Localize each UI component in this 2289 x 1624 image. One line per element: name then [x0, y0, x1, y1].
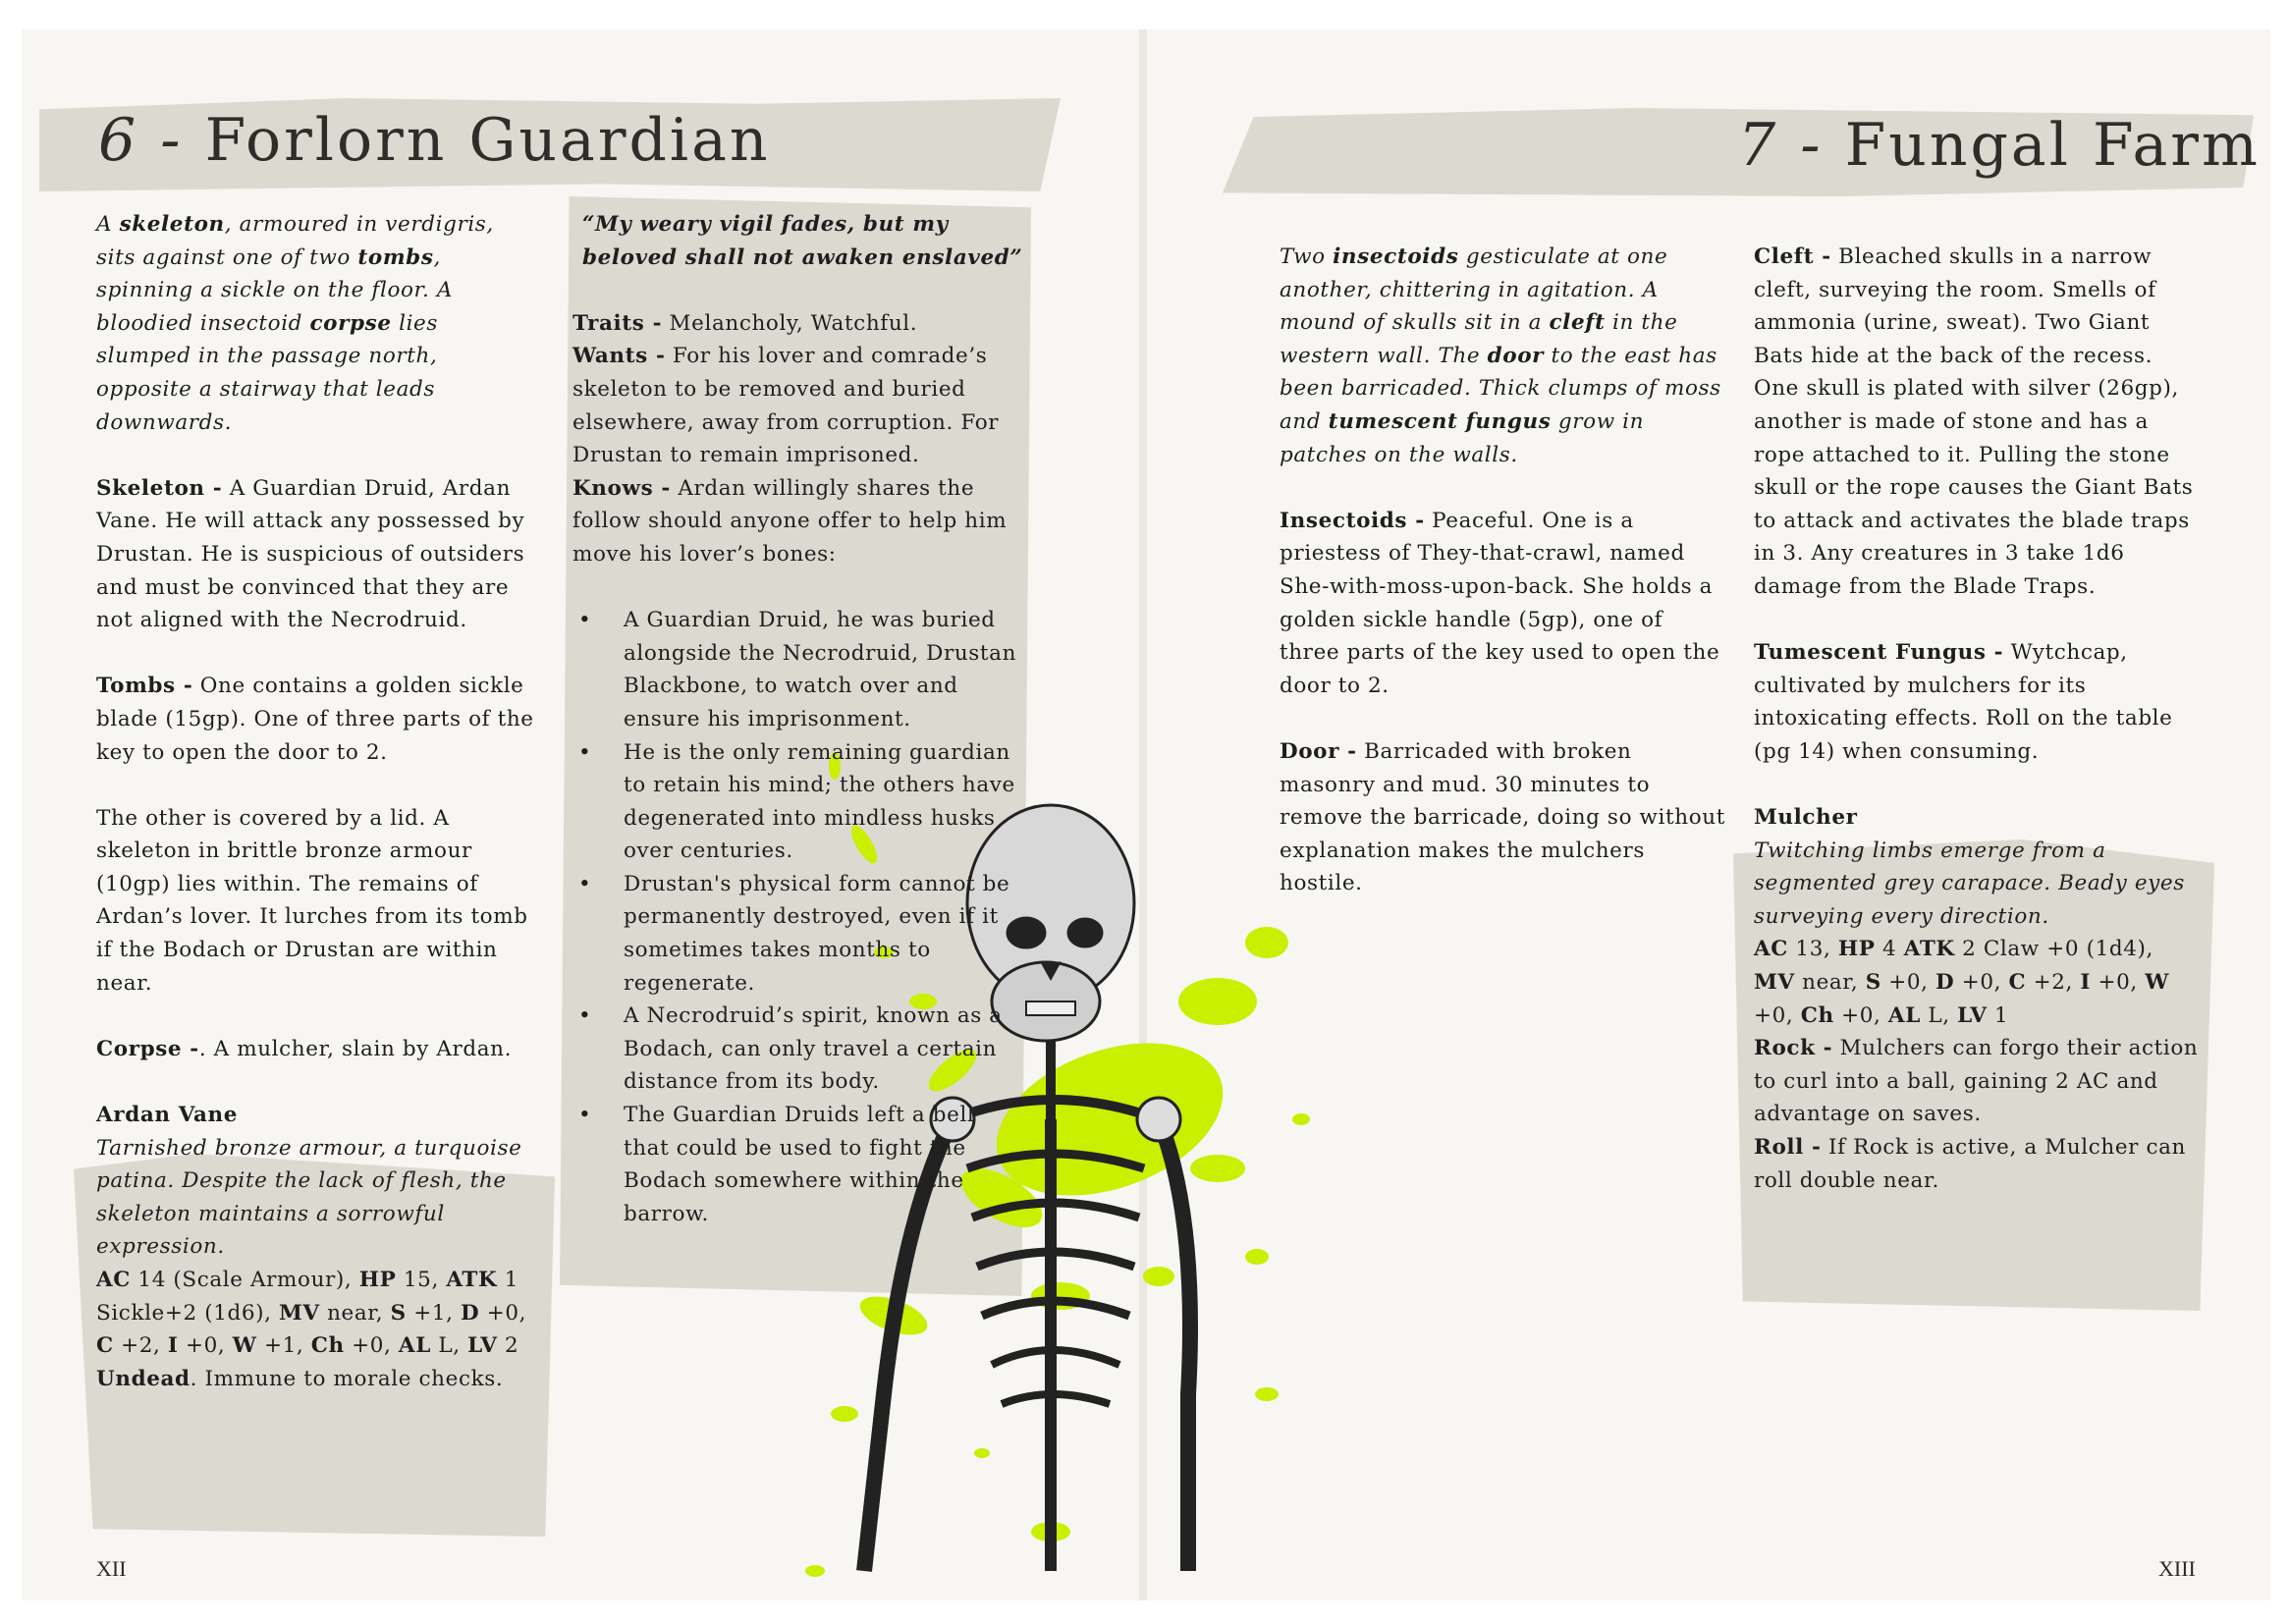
- text-run: +0,: [1954, 970, 2009, 996]
- text-run: 2 Claw +0 (1d4),: [1954, 937, 2153, 962]
- knows-list: [572, 604, 1024, 1230]
- stat-block-name: Mulcher: [1754, 805, 1858, 831]
- text-run: W: [2145, 970, 2170, 996]
- text-run: 13,: [1788, 937, 1838, 962]
- text-run: MV: [1754, 970, 1795, 996]
- text-run: +0,: [344, 1333, 399, 1359]
- text-run: AC: [1754, 937, 1788, 962]
- entry-text: . A mulcher, slain by Ardan.: [198, 1036, 513, 1061]
- text-run: 1 Sickle+2 (1d6),: [96, 1268, 519, 1326]
- entry-label: Knows -: [572, 475, 671, 501]
- entry-wants: [572, 340, 1024, 471]
- entry-text: Barricaded with broken masonry and mud. 30 minutes to remove the barricade, doing so without explanation makes the mulchers hostile.: [1280, 738, 1725, 896]
- entry-text: For his lover and comrade’s skeleton to be removed and buried elsewhere, away from corruption. For Drustan to remain imprisoned.: [572, 344, 1000, 468]
- text-run: grow in patches on the walls.: [1280, 408, 1645, 467]
- text-run: Ch: [1800, 1002, 1834, 1028]
- room-name: Fungal Farm: [1844, 111, 2261, 180]
- text-run: corpse: [309, 310, 392, 336]
- text-run: S: [1865, 970, 1881, 996]
- entry-text: Peaceful. One is a priestess of They-that-crawl, named She-with-moss-upon-back. She holds a golden sickle handle (5gp), one of three parts of the key used to open the door to 2.: [1280, 508, 1720, 698]
- right-column-1: [1280, 241, 1726, 933]
- room-name: Forlorn Guardian: [204, 106, 771, 175]
- entry-corpse: [96, 1033, 538, 1066]
- text-run: W: [232, 1333, 257, 1359]
- entry-label: Roll -: [1754, 1135, 1822, 1161]
- list-item: • The Guardian Druids left a bell that could be used to fight the Bodach somewhere within the barrow.: [572, 1099, 1024, 1230]
- text-run: C: [96, 1333, 114, 1359]
- list-item: • A Guardian Druid, he was buried alongside the Necrodruid, Drustan Blackbone, to watch over and ensure his imprisonment.: [572, 604, 1024, 735]
- intro-right: [1280, 241, 1726, 471]
- text-run: skeleton: [119, 212, 225, 237]
- text-run: D: [461, 1300, 480, 1326]
- stat-block-name: Ardan Vane: [96, 1103, 239, 1128]
- entry-text: One contains a golden sickle blade (15gp). One of three parts of the key to open the door to 2.: [96, 674, 534, 765]
- stat-block-stats: [1754, 933, 2201, 1032]
- text-run: +2,: [113, 1333, 168, 1359]
- left-column-2: [572, 208, 1024, 1230]
- text-run: 2: [497, 1333, 519, 1359]
- text-run: Undead: [96, 1366, 191, 1391]
- entry-label: Skeleton -: [96, 475, 223, 501]
- entry-rock: [1754, 1032, 2201, 1131]
- right-column-2: [1754, 241, 2201, 1197]
- list-item: • He is the only remaining guardian to retain his mind; the others have degenerated into mindless husks over centuries.: [572, 736, 1024, 868]
- text-run: +0,: [1880, 970, 1936, 996]
- room-number: 6 -: [98, 106, 184, 175]
- text-run: ATK: [446, 1268, 498, 1292]
- text-run: +0,: [479, 1300, 527, 1326]
- entry-knows: [572, 472, 1024, 571]
- entry-door: [1280, 735, 1726, 900]
- text-run: I: [167, 1333, 179, 1359]
- page-number-right: XIII: [2158, 1556, 2196, 1581]
- entry-traits: [572, 307, 1024, 341]
- left-column-1: [96, 208, 538, 1395]
- text-run: HP: [1837, 937, 1876, 962]
- text-run: tombs: [357, 244, 434, 270]
- text-run: I: [2080, 970, 2092, 996]
- right-page-title: [1738, 111, 2261, 180]
- text-run: +1,: [406, 1300, 462, 1326]
- text-run: 15,: [396, 1268, 447, 1292]
- page-number-left: XII: [96, 1556, 127, 1581]
- entry-skeleton: [96, 472, 538, 637]
- text-run: , armoured in verdigris, sits against one of two: [96, 212, 494, 270]
- text-run: 1: [1987, 1002, 2009, 1028]
- entry-label: Traits -: [572, 310, 663, 336]
- left-page-title: [98, 106, 771, 175]
- entry-text: If Rock is active, a Mulcher can roll double near.: [1754, 1135, 2186, 1193]
- text-run: HP: [358, 1268, 397, 1292]
- text-run: 4: [1875, 937, 1904, 962]
- text-run: 14 (Scale Armour),: [131, 1268, 359, 1292]
- stat-block-description: Tarnished bronze armour, a turquoise patina. Despite the lack of flesh, the skeleton maintains a sorrowful expression.: [96, 1135, 522, 1260]
- text-run: Ch: [310, 1333, 345, 1359]
- entry-label: Cleft -: [1754, 244, 1831, 269]
- text-run: , spinning a sickle on the floor. A bloodied insectoid: [96, 244, 454, 336]
- text-run: ATK: [1903, 937, 1955, 962]
- text-run: +0,: [2091, 970, 2146, 996]
- text-run: C: [2008, 970, 2027, 996]
- text-run: lies slumped in the passage north, opposite a stairway that leads downwards.: [96, 310, 438, 435]
- text-run: tumescent fungus: [1328, 408, 1552, 434]
- text-run: insectoids: [1333, 244, 1459, 269]
- entry-other-tomb: The other is covered by a lid. A skeleton in brittle bronze armour (10gp) lies within. The remains of Ardan’s lover. It lurches from its tomb if the Bodach or Drustan are within near.: [96, 805, 528, 996]
- text-run: D: [1935, 970, 1955, 996]
- text-run: L,: [1920, 1002, 1958, 1028]
- room-number: 7 -: [1738, 111, 1824, 180]
- list-item: • A Necrodruid’s spirit, known as a Bodach, can only travel a certain distance from its body.: [572, 1000, 1024, 1099]
- intro-left: [96, 208, 538, 439]
- text-run: S: [390, 1300, 407, 1326]
- entry-label: Insectoids -: [1280, 508, 1425, 533]
- entry-text: Mulchers can forgo their action to curl into a ball, gaining 2 AC and advantage on saves.: [1754, 1036, 2199, 1127]
- guardian-quote: “My weary vigil fades, but my beloved shall not awaken enslaved”: [582, 212, 1023, 270]
- text-run: Two: [1280, 244, 1334, 269]
- text-run: gesticulate at one another, chittering in agitation. A mound of skulls sit in a: [1280, 244, 1668, 336]
- text-run: . Immune to morale checks.: [190, 1366, 504, 1391]
- text-run: to the east has been barricaded. Thick clumps of moss and: [1280, 343, 1721, 434]
- text-run: +1,: [256, 1333, 311, 1359]
- entry-text: A Guardian Druid, Ardan Vane. He will attack any possessed by Drustan. He is suspicious of outsiders and must be convinced that they are not aligned with the Necrodruid.: [96, 475, 525, 633]
- entry-label: Corpse -: [96, 1036, 199, 1061]
- entry-roll: [1754, 1131, 2201, 1197]
- text-run: door: [1487, 343, 1545, 368]
- list-item: • Drustan's physical form cannot be permanently destroyed, even if it sometimes takes months to regenerate.: [572, 868, 1024, 1000]
- text-run: +0,: [178, 1333, 233, 1359]
- entry-text: Bleached skulls in a narrow cleft, surveying the room. Smells of ammonia (urine, sweat). Two Giant Bats hide at the back of the recess. One skull is plated with silver (26gp), another is made of stone and has a rope attached to it. Pulling the stone skull or the rope causes the Giant Bats to attack and activates the blade traps in 3. Any creatures in 3 take 1d6 damage from the Blade Traps.: [1754, 244, 2194, 599]
- entry-tombs: [96, 670, 538, 769]
- text-run: +0,: [1754, 1002, 1801, 1028]
- text-run: L,: [430, 1333, 468, 1359]
- entry-cleft: [1754, 241, 2201, 604]
- text-run: LV: [1957, 1002, 1988, 1028]
- text-run: +0,: [1833, 1002, 1888, 1028]
- entry-label: Door -: [1280, 738, 1357, 764]
- entry-label: Wants -: [572, 344, 666, 369]
- entry-fungus: [1754, 636, 2201, 768]
- text-run: in the western wall. The: [1280, 310, 1678, 368]
- entry-text: Ardan willingly shares the follow should anyone offer to help him move his lover’s bones:: [572, 475, 1008, 567]
- text-run: LV: [467, 1333, 498, 1359]
- entry-text: Melancholy, Watchful.: [662, 310, 918, 336]
- entry-insectoids: [1280, 505, 1726, 703]
- text-run: +2,: [2026, 970, 2081, 996]
- text-run: cleft: [1549, 310, 1606, 336]
- stat-block-stats: [96, 1264, 538, 1395]
- text-run: AL: [1887, 1002, 1921, 1028]
- entry-label: Rock -: [1754, 1036, 1833, 1061]
- text-run: near,: [319, 1300, 391, 1326]
- text-run: MV: [278, 1300, 320, 1326]
- stat-block-description: Twitching limbs emerge from a segmented grey carapace. Beady eyes surveying every direction.: [1754, 838, 2185, 929]
- entry-label: Tombs -: [96, 674, 193, 699]
- text-run: AC: [96, 1268, 131, 1292]
- text-run: AL: [398, 1333, 431, 1359]
- entry-label: Tumescent Fungus -: [1754, 640, 2004, 666]
- text-run: A: [96, 212, 120, 237]
- entry-text: Wytchcap, cultivated by mulchers for its intoxicating effects. Roll on the table (pg 14) when consuming.: [1754, 640, 2173, 764]
- text-run: near,: [1794, 970, 1866, 996]
